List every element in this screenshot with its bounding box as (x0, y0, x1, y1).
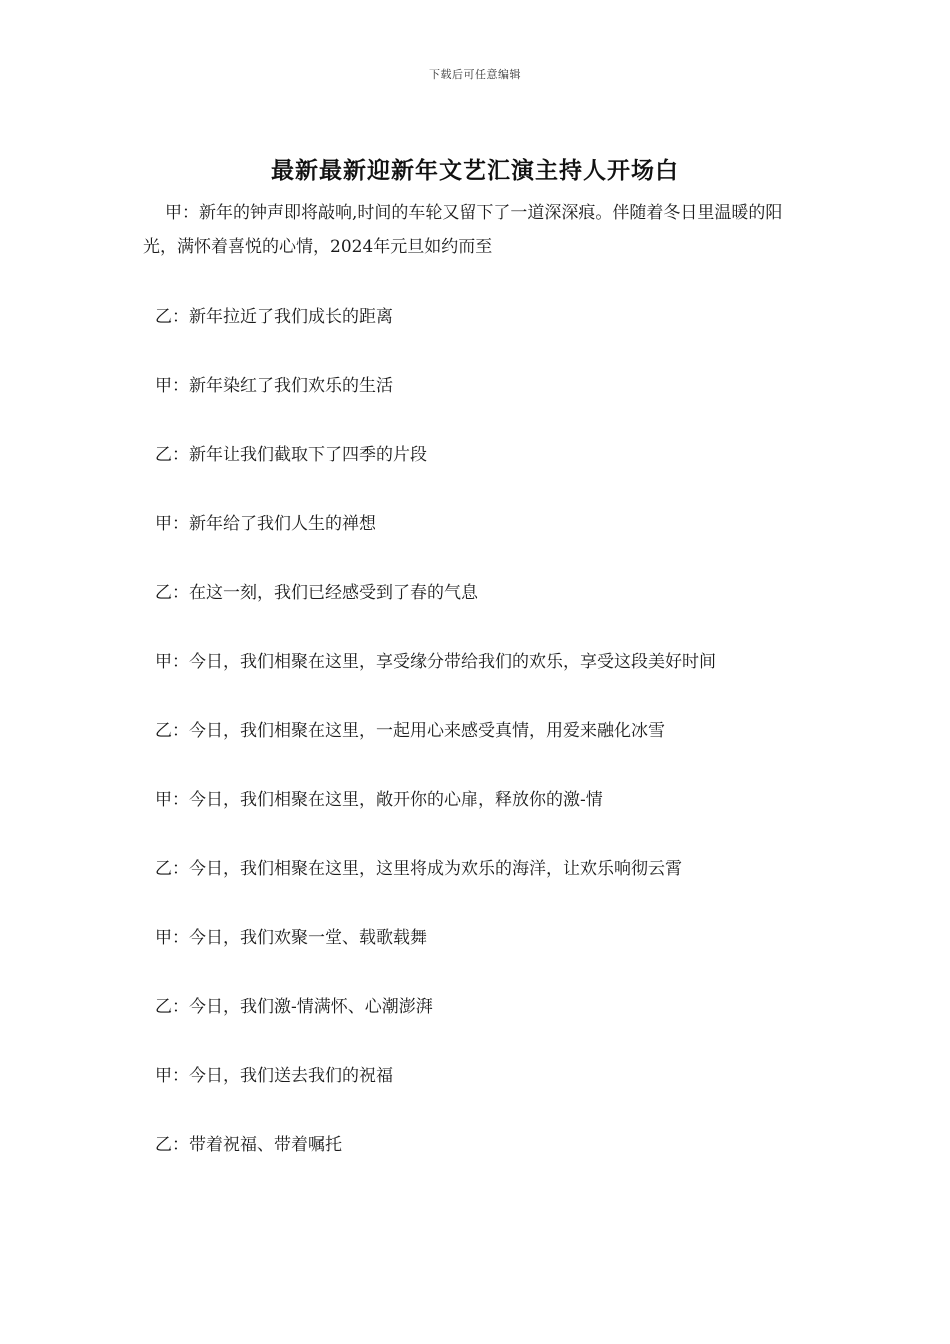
dialogue-line: 甲：今日，我们相聚在这里，敞开你的心扉，释放你的激-情 (155, 790, 603, 810)
dialogue-line: 乙：今日，我们相聚在这里，一起用心来感受真情，用爱来融化冰雪 (155, 721, 665, 741)
dialogue-line: 乙：新年拉近了我们成长的距离 (155, 307, 393, 327)
dialogue-line: 乙：带着祝福、带着嘱托 (155, 1135, 342, 1155)
dialogue-line: 甲：新年染红了我们欢乐的生活 (155, 376, 393, 396)
dialogue-line: 甲：新年给了我们人生的禅想 (155, 514, 376, 534)
dialogue-line: 甲：今日，我们相聚在这里，享受缘分带给我们的欢乐，享受这段美好时间 (155, 652, 716, 672)
header-note: 下载后可任意编辑 (429, 68, 521, 81)
dialogue-line: 甲：今日，我们送去我们的祝福 (155, 1066, 393, 1086)
dialogue-line: 乙：今日，我们激-情满怀、心潮澎湃 (155, 997, 433, 1017)
dialogue-list (155, 300, 835, 1197)
document-title: 最新最新迎新年文艺汇演主持人开场白 (271, 157, 679, 184)
intro-paragraph: 甲：新年的钟声即将敲响,时间的车轮又留下了一道深深痕。伴随着冬日里温暖的阳光，满怀着喜悦的心情，2024年元旦如约而至 (143, 203, 783, 257)
dialogue-line: 乙：今日，我们相聚在这里，这里将成为欢乐的海洋，让欢乐响彻云霄 (155, 859, 682, 879)
dialogue-line: 乙：新年让我们截取下了四季的片段 (155, 445, 427, 465)
dialogue-line: 甲：今日，我们欢聚一堂、载歌载舞 (155, 928, 427, 948)
dialogue-line: 乙：在这一刻，我们已经感受到了春的气息 (155, 583, 478, 603)
